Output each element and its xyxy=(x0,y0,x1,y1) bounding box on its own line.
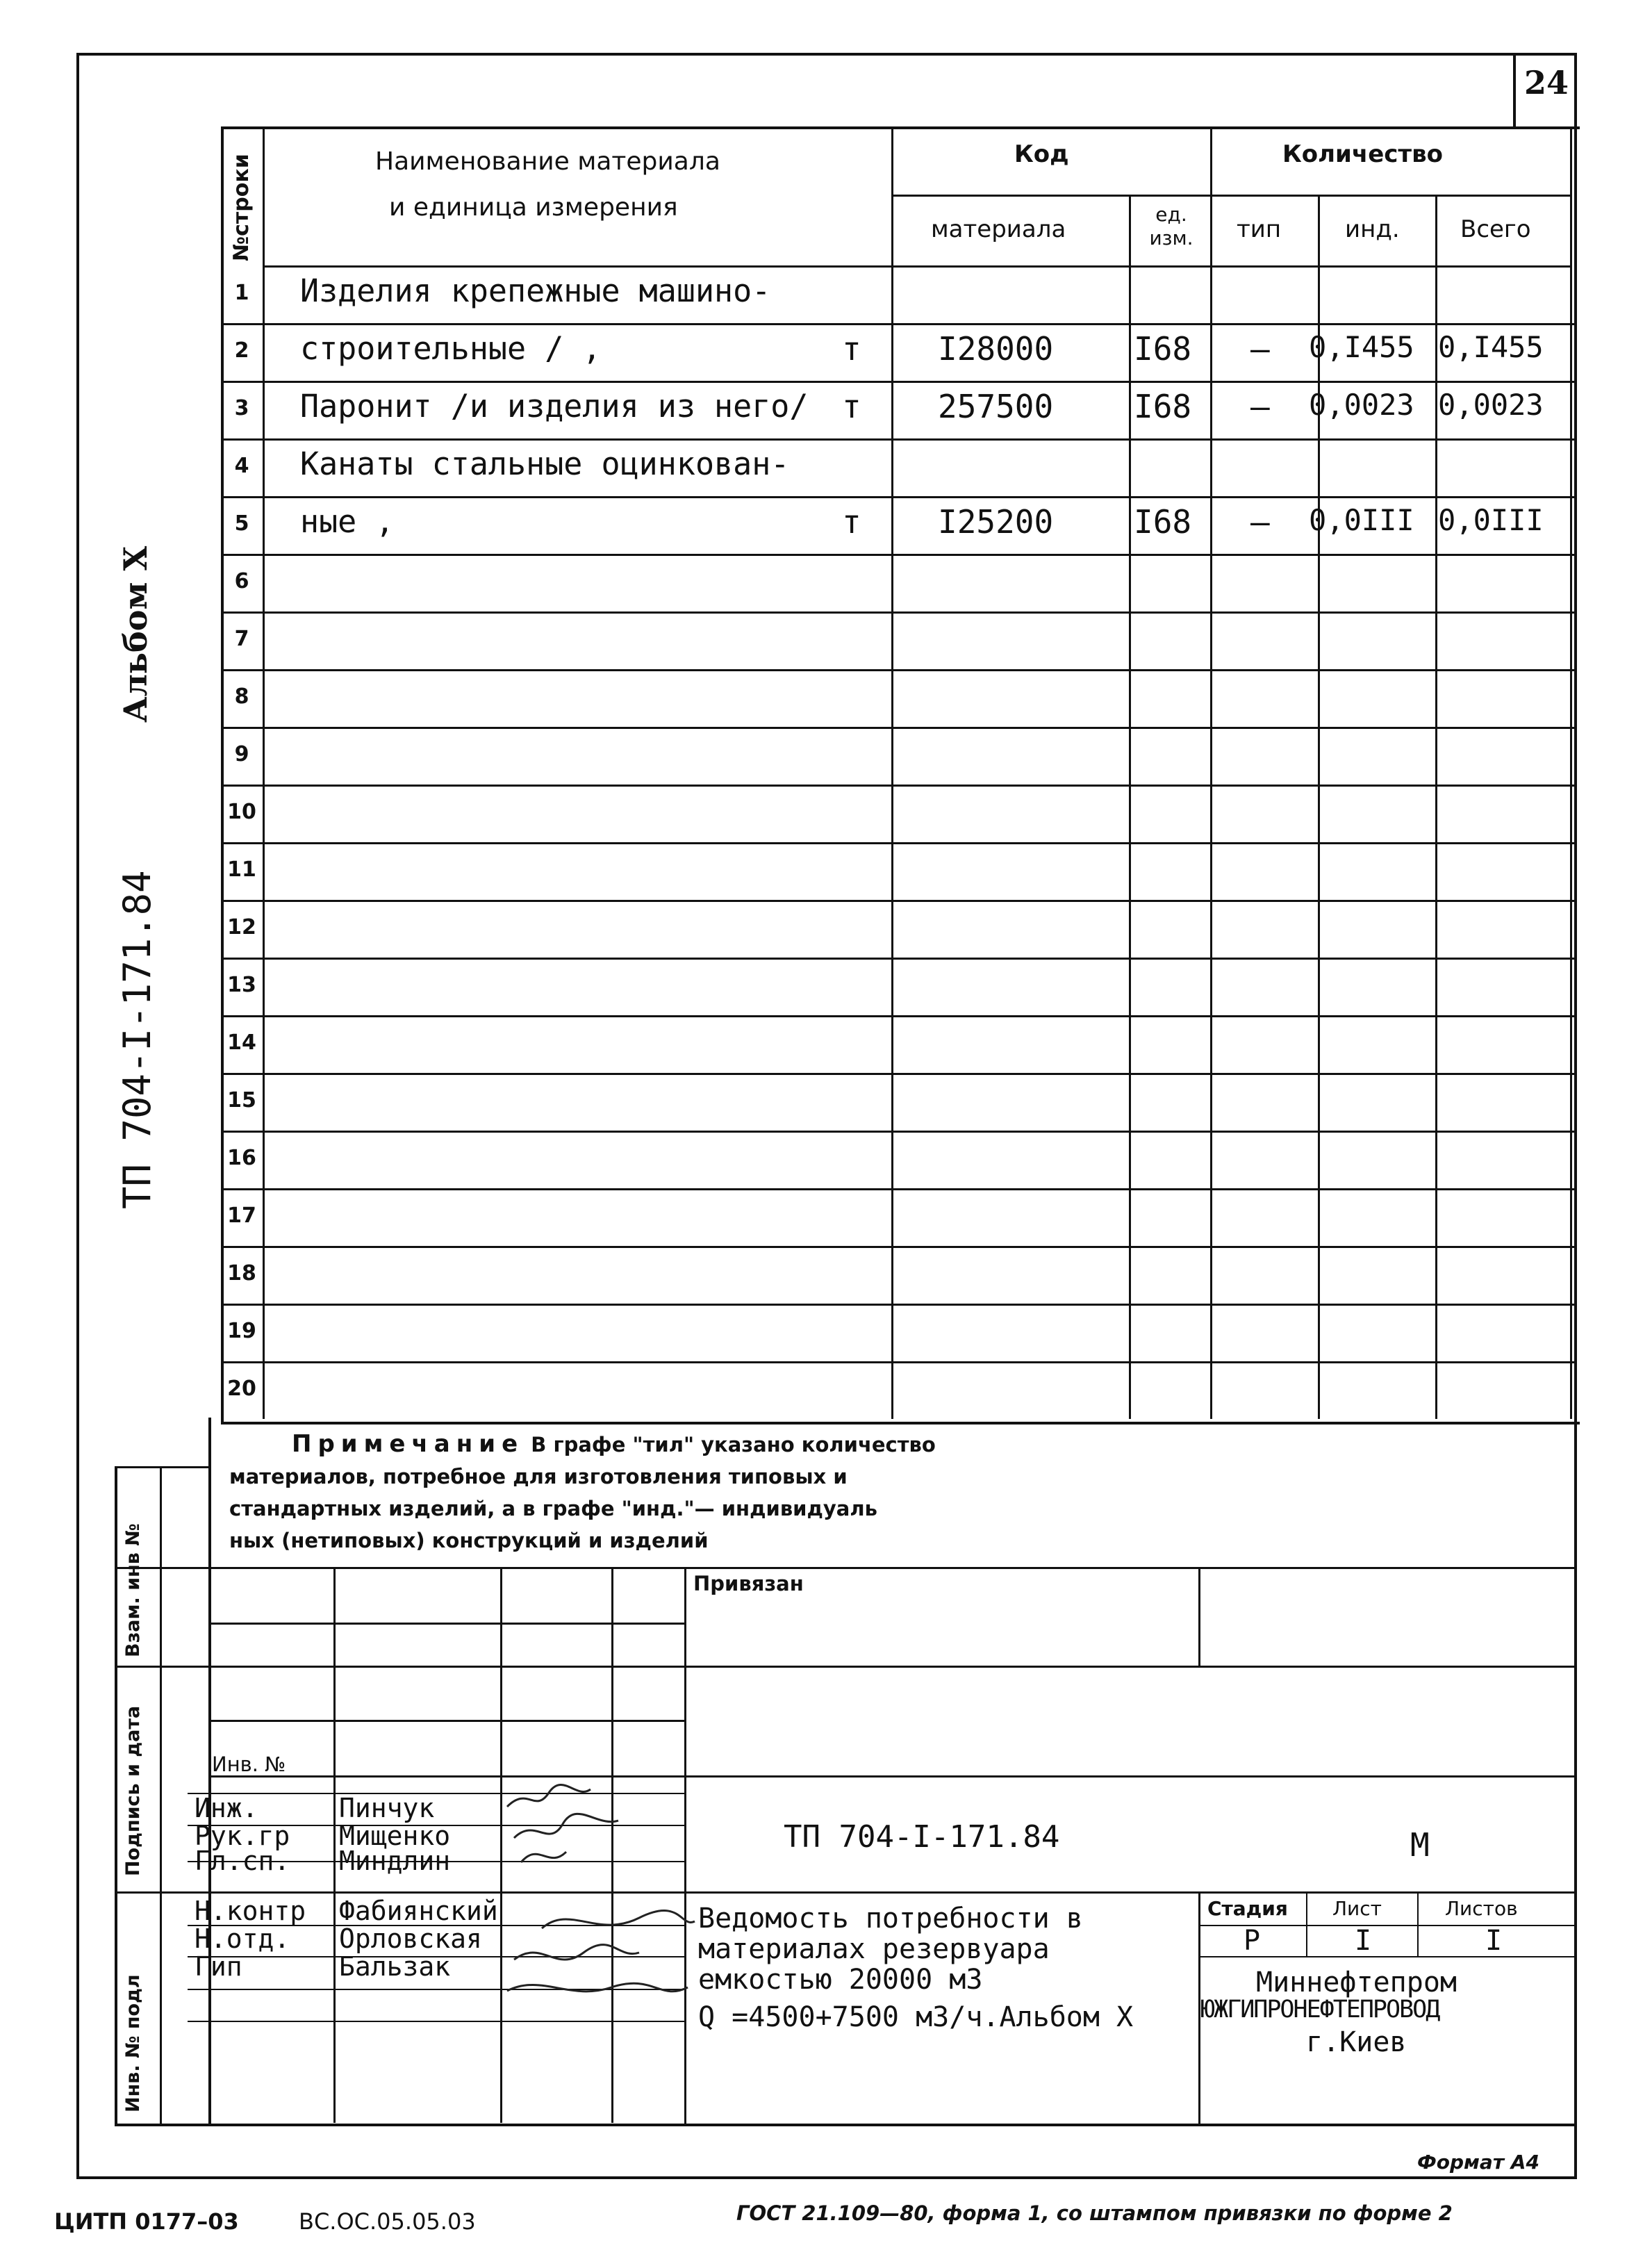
row-number: 8 xyxy=(234,684,249,709)
unit-letter: т xyxy=(842,388,861,425)
row-divider xyxy=(221,1073,1577,1075)
row-divider xyxy=(221,611,1577,614)
stamp-role: Гип xyxy=(195,1951,242,1982)
type-header: тип xyxy=(1237,215,1282,243)
stamp-role: Рук.гр xyxy=(195,1821,290,1851)
stamp-person-name: Пинчук xyxy=(339,1793,435,1823)
signatures xyxy=(500,1779,709,2029)
ind-header: инд. xyxy=(1345,215,1400,243)
note-text xyxy=(229,1428,1063,1557)
quantity-type: – xyxy=(1250,503,1270,541)
sheet-label: Лист xyxy=(1332,1897,1382,1920)
row-divider xyxy=(221,496,1577,498)
quantity-type: – xyxy=(1250,330,1270,368)
org-line1: Миннефтепром xyxy=(1256,1967,1457,1998)
row-number: 13 xyxy=(227,973,256,997)
unit-code: I68 xyxy=(1134,388,1192,425)
side-doc-code: ТП 704-I-171.84 xyxy=(115,870,159,1209)
quantity-ind: 0,0III xyxy=(1309,503,1414,537)
row-divider xyxy=(221,1188,1577,1190)
row-divider xyxy=(221,669,1577,671)
inv-label: Инв. № xyxy=(212,1752,286,1776)
row-number: 15 xyxy=(227,1088,256,1113)
name-header-line1: Наименование материала xyxy=(375,147,720,176)
material-name: Канаты стальные оцинкован- xyxy=(300,445,790,482)
note-line-1 xyxy=(229,1428,1063,1461)
row-number: 19 xyxy=(227,1319,256,1343)
code-header: Код xyxy=(1014,140,1069,168)
album-label: Альбом Х xyxy=(117,545,154,723)
sheets-label: Листов xyxy=(1445,1897,1518,1920)
row-divider xyxy=(221,1361,1577,1363)
stamp-role: Н.отд. xyxy=(195,1923,290,1954)
material-code: I25200 xyxy=(938,503,1054,541)
row-divider xyxy=(221,1015,1577,1017)
stamp-side-label-swap: Взам. инв № xyxy=(122,1523,144,1657)
row-divider xyxy=(221,381,1577,383)
footer-mid: ВС.ОС.05.05.03 xyxy=(299,2208,476,2235)
row-divider xyxy=(221,958,1577,960)
row-number: 17 xyxy=(227,1204,256,1228)
row-number: 14 xyxy=(227,1031,256,1055)
material-code: I28000 xyxy=(938,330,1054,368)
row-number: 6 xyxy=(234,569,249,593)
quantity-total: 0,I455 xyxy=(1438,330,1544,364)
stage-label: Стадия xyxy=(1207,1897,1288,1920)
stamp-person-name: Миндлин xyxy=(339,1846,451,1876)
quantity-ind: 0,I455 xyxy=(1309,330,1414,364)
stamp-scale: М xyxy=(1410,1826,1430,1864)
row-number: 10 xyxy=(227,800,256,824)
unit-header: ед. изм. xyxy=(1149,203,1193,249)
doc-title-line2: материалах резервуара xyxy=(698,1933,1050,1965)
row-divider xyxy=(221,727,1577,729)
sheet-number: 24 xyxy=(1524,64,1569,101)
format-label: Формат А4 xyxy=(1417,2151,1539,2174)
total-header: Всего xyxy=(1460,215,1531,243)
note-line4: ных (нетиповых) конструкций и изделий xyxy=(229,1529,709,1552)
stamp-role: Н.контр xyxy=(195,1896,306,1926)
note-line1: В графе "тил" указано количество xyxy=(531,1433,936,1456)
quantity-header: Количество xyxy=(1282,140,1444,168)
stage-value: Р xyxy=(1244,1925,1261,1957)
note-line3: стандартных изделий, а в графе "инд."— индивидуаль xyxy=(229,1497,877,1520)
stamp-person-name: Орловская xyxy=(339,1923,482,1954)
row-number: 7 xyxy=(234,627,249,651)
row-divider xyxy=(221,842,1577,844)
row-number: 11 xyxy=(227,857,256,882)
row-divider xyxy=(221,438,1577,441)
row-divider xyxy=(221,785,1577,787)
quantity-total: 0,0III xyxy=(1438,503,1544,537)
material-name: строительные / , xyxy=(300,330,602,367)
note-title: Примечание xyxy=(292,1430,524,1458)
unit-code: I68 xyxy=(1134,330,1192,368)
row-divider xyxy=(221,554,1577,556)
name-header-line2: и единица измерения xyxy=(389,193,678,222)
bound-label: Привязан xyxy=(693,1572,804,1595)
doc-title-line4: Q =4500+7500 м3/ч.Альбом Х xyxy=(698,2001,1134,2033)
unit-code: I68 xyxy=(1134,503,1192,541)
stamp-person-name: Мищенко xyxy=(339,1821,451,1851)
material-name: ные , xyxy=(300,503,395,540)
row-number: 5 xyxy=(234,511,249,536)
quantity-type: – xyxy=(1250,388,1270,425)
row-number: 3 xyxy=(234,396,249,420)
row-divider xyxy=(221,323,1577,325)
note-line2: материалов, потребное для изготовления типовых и xyxy=(229,1465,848,1488)
footer-right: ГОСТ 21.109—80, форма 1, со штампом привязки по форме 2 xyxy=(736,2201,1453,2225)
row-number: 12 xyxy=(227,915,256,939)
row-number-header: №строки xyxy=(229,154,254,261)
row-number: 1 xyxy=(234,281,249,305)
row-number: 20 xyxy=(227,1377,256,1401)
stamp-side-label-inv: Инв. № подл xyxy=(122,1974,144,2112)
org-line2: ЮЖГИПРОНЕФТЕПРОВОД xyxy=(1200,1996,1439,2023)
row-number: 4 xyxy=(234,454,249,478)
quantity-total: 0,0023 xyxy=(1438,388,1544,422)
unit-letter: т xyxy=(842,503,861,541)
stamp-person-name: Бальзак xyxy=(339,1951,451,1982)
quantity-ind: 0,0023 xyxy=(1309,388,1414,422)
row-divider xyxy=(221,1304,1577,1306)
stamp-role: Инж. xyxy=(195,1793,258,1823)
stamp-side-label-sign: Подпись и дата xyxy=(122,1705,144,1876)
row-number: 18 xyxy=(227,1261,256,1286)
row-number: 16 xyxy=(227,1146,256,1170)
material-name: Паронит /и изделия из него/ xyxy=(300,388,809,425)
row-number: 2 xyxy=(234,338,249,363)
material-name: Изделия крепежные машино- xyxy=(300,272,771,309)
stamp-doc-code: ТП 704-I-171.84 xyxy=(784,1819,1060,1855)
sheet-value: I xyxy=(1355,1925,1372,1957)
org-line3: г.Киев xyxy=(1306,2026,1407,2058)
doc-title-line1: Ведомость потребности в xyxy=(698,1903,1083,1935)
row-number: 9 xyxy=(234,742,249,766)
footer-left: ЦИТП 0177–03 xyxy=(54,2208,239,2235)
stamp-person-name: Фабиянский xyxy=(339,1896,498,1926)
doc-title-line3: емкостью 20000 м3 xyxy=(698,1964,983,1996)
row-divider xyxy=(221,1131,1577,1133)
material-header: материала xyxy=(931,215,1066,243)
row-divider xyxy=(221,900,1577,902)
unit-letter: т xyxy=(842,330,861,368)
stamp-role: Гл.сп. xyxy=(195,1846,290,1876)
sheets-value: I xyxy=(1485,1925,1503,1957)
material-code: 257500 xyxy=(938,388,1054,425)
row-divider xyxy=(221,1246,1577,1248)
materials-table xyxy=(221,126,1580,1425)
